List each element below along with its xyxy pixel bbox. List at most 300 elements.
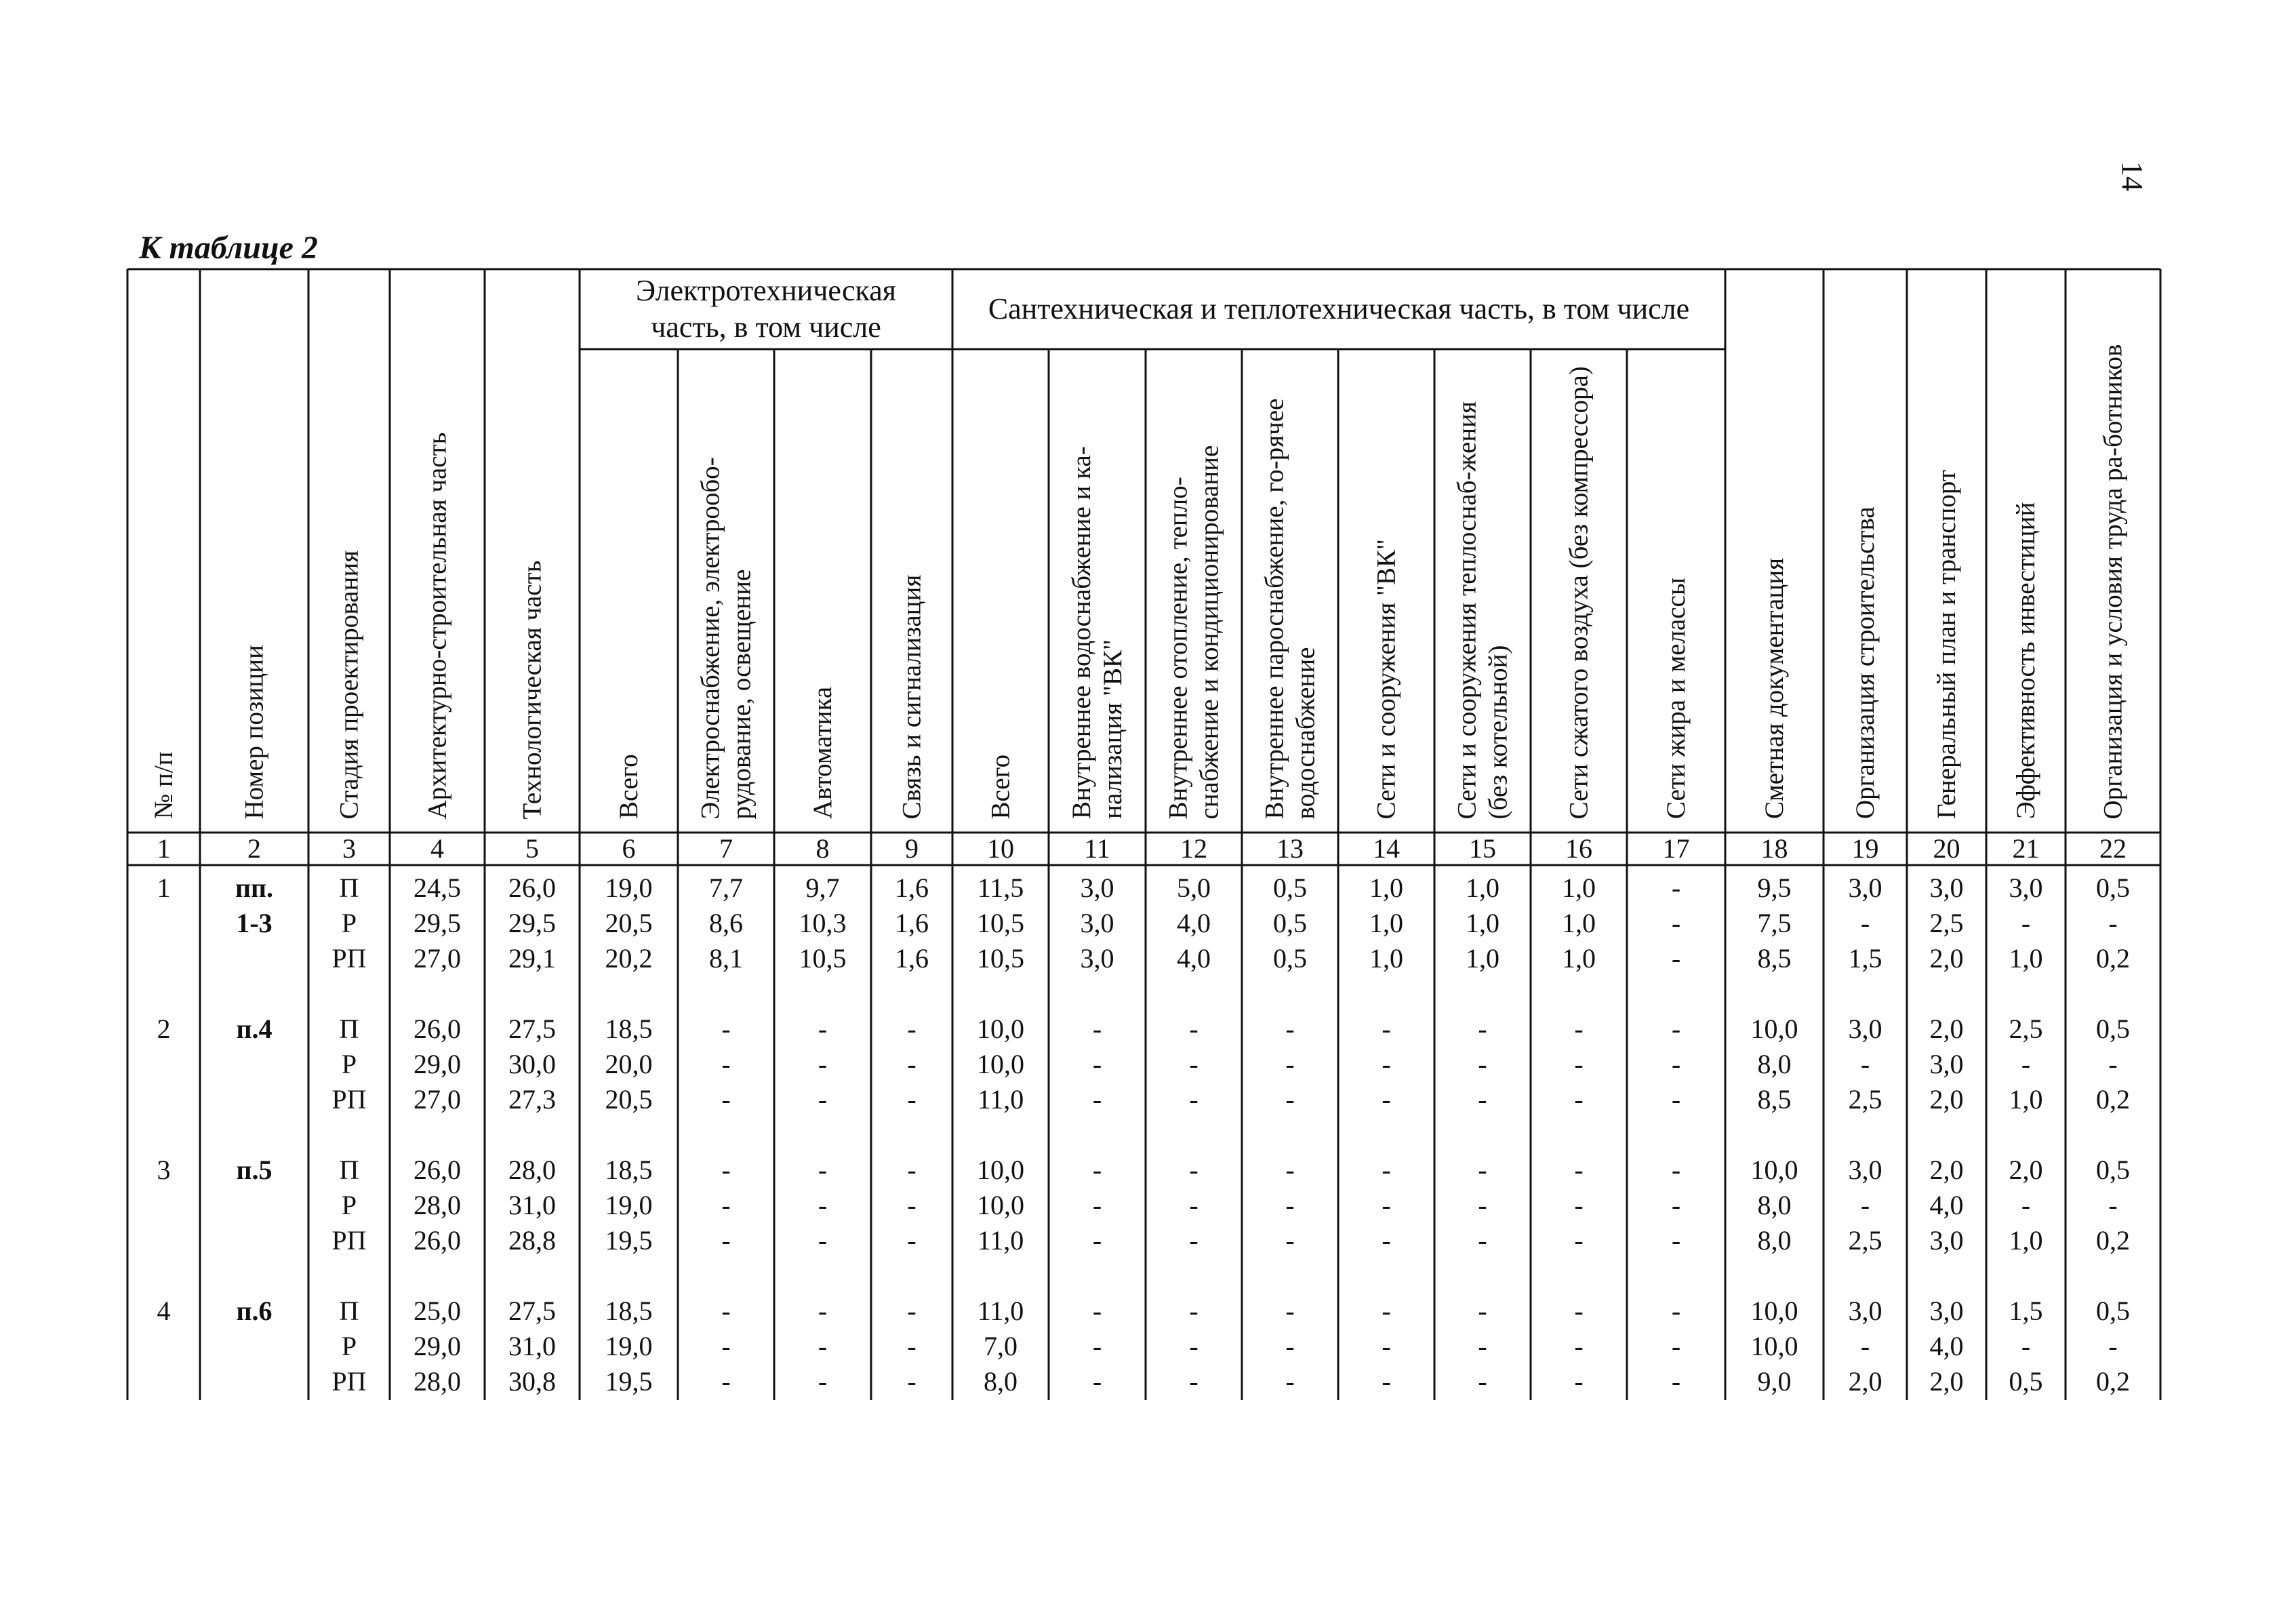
column-number: 10	[987, 833, 1014, 864]
table-cell: -	[1285, 1296, 1295, 1326]
column-header-label: Сети и сооружения "ВК"	[1371, 538, 1401, 819]
table-cell: -	[1285, 1331, 1295, 1361]
table-cell: -	[1574, 1331, 1584, 1361]
column-header-label: Сметная документация	[1759, 557, 1789, 819]
table-cell: 9,7	[805, 873, 840, 903]
table-cell: -	[1671, 1190, 1681, 1220]
column-header	[778, 363, 868, 819]
table-cell: -	[1382, 1225, 1391, 1256]
table-cell: -	[1285, 1084, 1295, 1115]
table-cell: -	[1671, 943, 1681, 974]
table-cell: 7,7	[709, 873, 743, 903]
table-cell: 2,5	[2009, 1014, 2043, 1044]
table-cell: -	[1671, 1296, 1681, 1326]
table-cell: -	[1285, 1190, 1295, 1220]
table-cell: 1	[157, 873, 171, 903]
table-cell: 10,0	[977, 1155, 1024, 1185]
table-cell: 19,0	[605, 873, 653, 903]
column-number: 1	[157, 833, 171, 864]
table-cell: -	[1574, 1366, 1584, 1397]
table-cell: 30,8	[508, 1366, 556, 1397]
column-header	[1827, 283, 1904, 819]
table-cell: 29,0	[414, 1331, 461, 1361]
table-cell: 2,0	[1848, 1366, 1882, 1397]
table-cell: -	[1478, 1084, 1487, 1115]
table-cell: -	[1092, 1225, 1102, 1256]
group-header-label: Электротехническая часть, в том числе	[636, 274, 896, 344]
table-cell: -	[1189, 1296, 1199, 1326]
table-cell: -	[1189, 1014, 1199, 1044]
table-cell: -	[721, 1190, 731, 1220]
column-number: 16	[1565, 833, 1592, 864]
table-cell: -	[1574, 1084, 1584, 1115]
table-cell: 18,5	[605, 1155, 653, 1185]
column-header	[312, 283, 386, 819]
table-cell: 1,0	[1562, 908, 1596, 938]
table-cell: -	[907, 1014, 917, 1044]
table-cell: 10,0	[1750, 1014, 1798, 1044]
table-cell: -	[721, 1084, 731, 1115]
table-cell: 5,0	[1177, 873, 1211, 903]
column-header-label: Внутреннее водоснабжение и ка-нализация "ВК"	[1066, 446, 1127, 819]
table-cell: -	[1860, 1049, 1870, 1079]
table-cell: -	[907, 1331, 917, 1361]
table-cell: -	[1671, 1014, 1681, 1044]
table-cell: -	[2108, 1049, 2118, 1079]
column-header	[1990, 283, 2062, 819]
table-cell: 1,0	[1562, 873, 1596, 903]
table-cell: 19,0	[605, 1331, 653, 1361]
table-cell: 2,0	[2009, 1155, 2043, 1185]
table-cell: -	[1671, 908, 1681, 938]
table-cell: 1,0	[2009, 1084, 2043, 1115]
table-cell: -	[818, 1366, 828, 1397]
table-cell: 3,0	[1848, 1014, 1882, 1044]
table-cell: -	[721, 1155, 731, 1185]
table-cell: 10,0	[977, 1049, 1024, 1079]
table-cell: п.5	[236, 1155, 273, 1185]
table-cell: Р	[341, 908, 357, 938]
column-header-label: Автоматика	[807, 686, 837, 819]
table-cell: 29,1	[508, 943, 556, 974]
column-header-label: Сети сжатого воздуха (без компрессора)	[1564, 365, 1593, 819]
table-cell: 27,5	[508, 1014, 556, 1044]
table-cell: 2,0	[1929, 1366, 1964, 1397]
table-cell: 0,5	[1273, 908, 1307, 938]
table-cell: -	[907, 1366, 917, 1397]
table-cell: 8,0	[984, 1366, 1018, 1397]
column-header-label: Технологическая часть	[517, 560, 546, 819]
table-cell: 28,8	[508, 1225, 556, 1256]
table-cell: 0,2	[2096, 943, 2130, 974]
table-cell: -	[907, 1225, 917, 1256]
table-cell: 19,5	[605, 1366, 653, 1397]
table-cell: 2,5	[1848, 1084, 1882, 1115]
table-cell: -	[721, 1014, 731, 1044]
table-cell: 29,0	[414, 1049, 461, 1079]
column-number: 11	[1084, 833, 1110, 864]
table-cell: -	[818, 1190, 828, 1220]
column-number: 13	[1276, 833, 1304, 864]
table-cell: -	[1285, 1225, 1295, 1256]
column-header-label: № п/п	[148, 751, 178, 819]
table-cell: п.6	[236, 1296, 273, 1326]
table-cell: -	[1092, 1366, 1102, 1397]
table-cell: -	[818, 1155, 828, 1185]
column-header-label: Внутреннее отопление, тепло-снабжение и кондиционирование	[1163, 445, 1224, 819]
column-number: 19	[1851, 833, 1879, 864]
table-cell: -	[2108, 1190, 2118, 1220]
table-cell: 4,0	[1177, 943, 1211, 974]
table-cell: 1,6	[895, 943, 929, 974]
table-cell: -	[818, 1225, 828, 1256]
column-header	[583, 363, 674, 819]
table-cell: -	[818, 1084, 828, 1115]
table-cell: -	[1285, 1155, 1295, 1185]
table-cell: 8,5	[1757, 1084, 1792, 1115]
table-cell: -	[2021, 1331, 2031, 1361]
table-cell: Р	[341, 1190, 357, 1220]
table-cell: 11,0	[977, 1296, 1024, 1326]
table-cell: 1,6	[895, 908, 929, 938]
table-cell: -	[721, 1366, 731, 1397]
table-cell: 2,0	[1929, 943, 1964, 974]
column-header-label: Эффективность инвестиций	[2011, 502, 2040, 819]
table-cell: 10,5	[799, 943, 847, 974]
table-cell: 4,0	[1929, 1190, 1964, 1220]
table-cell: 29,5	[508, 908, 556, 938]
table-cell: 3,0	[1929, 1225, 1964, 1256]
table-cell: -	[1189, 1331, 1199, 1361]
table-cell: -	[1671, 873, 1681, 903]
group-header	[952, 269, 1725, 349]
column-header	[1729, 283, 1820, 819]
table-cell: -	[1382, 1049, 1391, 1079]
table-cell: -	[2021, 908, 2031, 938]
table-cell: -	[1860, 1331, 1870, 1361]
table-cell: 19,5	[605, 1225, 653, 1256]
column-header	[1630, 363, 1722, 819]
table-cell: П	[339, 1296, 359, 1326]
column-header-label: Внутреннее пароснабжение, го-рячее водоснабжение	[1260, 398, 1320, 819]
table-cell: -	[721, 1296, 731, 1326]
table-cell: 26,0	[414, 1155, 461, 1185]
column-header-label: Архитектурно-строительная часть	[422, 432, 451, 819]
column-header-label: Организация и условия труда ра-ботников	[2098, 344, 2127, 819]
table-cell: 19,0	[605, 1190, 653, 1220]
table-cell: -	[818, 1331, 828, 1361]
table-cell: 2,5	[1929, 908, 1964, 938]
table-cell: -	[1382, 1296, 1391, 1326]
table-cell: -	[1092, 1190, 1102, 1220]
table-cell: П	[339, 1155, 359, 1185]
table-cell: 3	[157, 1155, 171, 1185]
table-cell: -	[1478, 1366, 1487, 1397]
table-cell: 0,2	[2096, 1366, 2130, 1397]
column-number: 2	[247, 833, 261, 864]
table-cell: 0,5	[1273, 943, 1307, 974]
table-cell: -	[1671, 1225, 1681, 1256]
table-cell: 10,5	[977, 943, 1024, 974]
column-header-label: Стадия проектирования	[334, 550, 363, 819]
table-cell: 1,5	[1848, 943, 1882, 974]
table-cell: Р	[341, 1049, 357, 1079]
table-cell: -	[1478, 1296, 1487, 1326]
table-cell: 3,0	[1080, 873, 1114, 903]
column-header	[1149, 363, 1238, 819]
table-cell: 8,0	[1757, 1225, 1792, 1256]
table-cell: 28,0	[414, 1366, 461, 1397]
column-number: 18	[1760, 833, 1788, 864]
column-header	[2069, 283, 2157, 819]
column-header	[393, 283, 481, 819]
table-cell: 8,0	[1757, 1190, 1792, 1220]
table-cell: -	[1574, 1296, 1584, 1326]
table-cell: 0,5	[2096, 1155, 2130, 1185]
table-cell: 10,0	[977, 1014, 1024, 1044]
table-cell: 0,2	[2096, 1084, 2130, 1115]
column-header	[1052, 363, 1142, 819]
table-cell: -	[1092, 1049, 1102, 1079]
table-cell: 2,0	[1929, 1084, 1964, 1115]
column-header	[488, 283, 576, 819]
table-cell: -	[1382, 1366, 1391, 1397]
table-cell: -	[2108, 908, 2118, 938]
table-cell: 20,5	[605, 1084, 653, 1115]
table-cell: 28,0	[508, 1155, 556, 1185]
column-header	[1534, 363, 1624, 819]
table-cell: 3,0	[1080, 943, 1114, 974]
table-cell: 7,0	[984, 1331, 1018, 1361]
table-cell: -	[907, 1155, 917, 1185]
table-cell: -	[907, 1190, 917, 1220]
table-cell: 20,2	[605, 943, 653, 974]
table-cell: -	[2021, 1049, 2031, 1079]
table-cell: -	[1478, 1190, 1487, 1220]
table-cell: 1,0	[1562, 943, 1596, 974]
table-cell: -	[1574, 1225, 1584, 1256]
table-cell: 11,0	[977, 1084, 1024, 1115]
table-cell: -	[1092, 1084, 1102, 1115]
table-cell: 28,0	[414, 1190, 461, 1220]
table-cell: 1,0	[1466, 908, 1499, 938]
column-header	[131, 283, 197, 819]
table-cell: -	[1189, 1084, 1199, 1115]
column-header-label: Сети жира и мелассы	[1661, 577, 1691, 819]
table-cell: -	[1574, 1049, 1584, 1079]
table-cell: -	[1382, 1014, 1391, 1044]
column-header	[681, 363, 771, 819]
column-number: 8	[815, 833, 830, 864]
table-cell: 31,0	[508, 1190, 556, 1220]
table-cell: -	[1285, 1049, 1295, 1079]
table-cell: 1,5	[2009, 1296, 2043, 1326]
column-header	[1910, 283, 1983, 819]
table-cell: 1,6	[895, 873, 929, 903]
table-cell: 0,5	[2096, 873, 2130, 903]
table-cell: 27,0	[414, 943, 461, 974]
table-cell: РП	[331, 943, 367, 974]
table-cell: 3,0	[1848, 873, 1882, 903]
column-number: 6	[622, 833, 636, 864]
table-cell: 3,0	[1848, 1296, 1882, 1326]
table-cell: 24,5	[414, 873, 461, 903]
column-header-label: Электроснабжение, электрообо-рудование, освещение	[696, 456, 756, 819]
table-caption: К таблице 2	[139, 230, 318, 266]
table-cell: -	[1574, 1014, 1584, 1044]
table-cell: -	[721, 1049, 731, 1079]
table-cell: -	[1092, 1331, 1102, 1361]
table-cell: 18,5	[605, 1014, 653, 1044]
table-cell: 10,5	[977, 908, 1024, 938]
table-cell: 3,0	[1080, 908, 1114, 938]
column-header	[203, 283, 305, 819]
table-cell: -	[1478, 1331, 1487, 1361]
column-header-label: Всего	[986, 754, 1015, 819]
table-cell: -	[1382, 1084, 1391, 1115]
column-header	[1245, 363, 1335, 819]
table-cell: -	[1671, 1155, 1681, 1185]
table-cell: 20,0	[605, 1049, 653, 1079]
table-cell: 11,0	[977, 1225, 1024, 1256]
table-cell: РП	[331, 1225, 367, 1256]
table-cell: п.4	[236, 1014, 273, 1044]
table-cell: -	[2021, 1190, 2031, 1220]
table-cell: -	[2108, 1331, 2118, 1361]
table-cell: 3,0	[1848, 1155, 1882, 1185]
table-cell: -	[907, 1084, 917, 1115]
table-cell: -	[818, 1296, 828, 1326]
column-header-label: Номер позиции	[239, 644, 268, 819]
table-cell: 8,5	[1757, 943, 1792, 974]
column-header	[1438, 363, 1527, 819]
column-header	[1342, 363, 1431, 819]
column-number: 20	[1933, 833, 1960, 864]
column-number: 12	[1180, 833, 1207, 864]
table-cell: 10,0	[977, 1190, 1024, 1220]
table-cell: П	[339, 1014, 359, 1044]
table-cell: 1,0	[1369, 873, 1403, 903]
table-cell: -	[1285, 1366, 1295, 1397]
table-cell: пп.	[235, 873, 274, 903]
group-header	[580, 269, 952, 349]
table-cell: РП	[331, 1084, 367, 1115]
table-cell: 3,0	[1929, 1296, 1964, 1326]
table-cell: 26,0	[414, 1225, 461, 1256]
table-cell: -	[1671, 1049, 1681, 1079]
table-cell: 27,5	[508, 1296, 556, 1326]
column-header	[956, 363, 1045, 819]
table-cell: 9,5	[1757, 873, 1792, 903]
table-cell: 8,6	[709, 908, 743, 938]
table-cell: 3,0	[1929, 873, 1964, 903]
column-number: 4	[430, 833, 444, 864]
table-cell: 4,0	[1177, 908, 1211, 938]
table-cell: 29,5	[414, 908, 461, 938]
table-cell: -	[1860, 1190, 1870, 1220]
table-cell: 0,2	[2096, 1225, 2130, 1256]
table-cell: -	[1382, 1155, 1391, 1185]
table-cell: 4	[157, 1296, 171, 1326]
table-cell: 8,1	[709, 943, 743, 974]
table-cell: -	[1671, 1331, 1681, 1361]
table-cell: -	[1189, 1190, 1199, 1220]
table-cell: -	[1860, 908, 1870, 938]
table-cell: -	[1671, 1366, 1681, 1397]
table-cell: 30,0	[508, 1049, 556, 1079]
column-number: 7	[719, 833, 733, 864]
table-cell: П	[339, 873, 359, 903]
table-cell: 8,0	[1757, 1049, 1792, 1079]
column-number: 5	[525, 833, 539, 864]
table-cell: -	[1189, 1225, 1199, 1256]
table-cell: -	[1382, 1190, 1391, 1220]
table-cell: 20,5	[605, 908, 653, 938]
table-cell: 2	[157, 1014, 171, 1044]
table-cell: -	[818, 1049, 828, 1079]
column-number: 9	[905, 833, 919, 864]
table-cell: 0,5	[1273, 873, 1307, 903]
table-cell: -	[1092, 1014, 1102, 1044]
column-number: 21	[2012, 833, 2040, 864]
table-cell: -	[721, 1331, 731, 1361]
table-cell: -	[1189, 1049, 1199, 1079]
table-cell: -	[1285, 1014, 1295, 1044]
table-cell: 1,0	[1369, 943, 1403, 974]
column-header	[874, 363, 949, 819]
column-header-label: Всего	[613, 754, 643, 819]
column-header-label: Организация строительства	[1850, 506, 1880, 819]
table-cell: 7,5	[1757, 908, 1792, 938]
table-cell: 25,0	[414, 1296, 461, 1326]
table-cell: 26,0	[414, 1014, 461, 1044]
table-cell: 0,5	[2096, 1014, 2130, 1044]
table-cell: 10,0	[1750, 1296, 1798, 1326]
table-cell: 0,5	[2009, 1366, 2043, 1397]
table-cell: -	[1574, 1155, 1584, 1185]
column-number: 15	[1469, 833, 1496, 864]
table-cell: 3,0	[2009, 873, 2043, 903]
table-cell: -	[907, 1049, 917, 1079]
column-header-label: Сети и сооружения теплоснаб-жения (без котельной)	[1452, 401, 1512, 819]
table-cell: 1-3	[236, 908, 273, 938]
table-cell: -	[1478, 1155, 1487, 1185]
table-cell: -	[1478, 1014, 1487, 1044]
table-cell: 11,5	[977, 873, 1024, 903]
column-number: 3	[342, 833, 356, 864]
table-cell: -	[907, 1296, 917, 1326]
table-cell: 31,0	[508, 1331, 556, 1361]
table-cell: Р	[341, 1331, 357, 1361]
table-cell: 2,5	[1848, 1225, 1882, 1256]
table-cell: 26,0	[508, 873, 556, 903]
table-cell: -	[1092, 1296, 1102, 1326]
table-cell: -	[721, 1225, 731, 1256]
table-cell: 2,0	[1929, 1014, 1964, 1044]
table-cell: 18,5	[605, 1296, 653, 1326]
table-cell: -	[1092, 1155, 1102, 1185]
table-cell: 0,5	[2096, 1296, 2130, 1326]
table-cell: 10,0	[1750, 1155, 1798, 1185]
table-cell: -	[818, 1014, 828, 1044]
page-number: 14	[2116, 161, 2149, 191]
table-cell: 1,0	[2009, 943, 2043, 974]
column-number: 22	[2099, 833, 2127, 864]
table-cell: 9,0	[1757, 1366, 1792, 1397]
table-cell: -	[1478, 1225, 1487, 1256]
table-cell: 27,3	[508, 1084, 556, 1115]
table-cell: 1,0	[2009, 1225, 2043, 1256]
